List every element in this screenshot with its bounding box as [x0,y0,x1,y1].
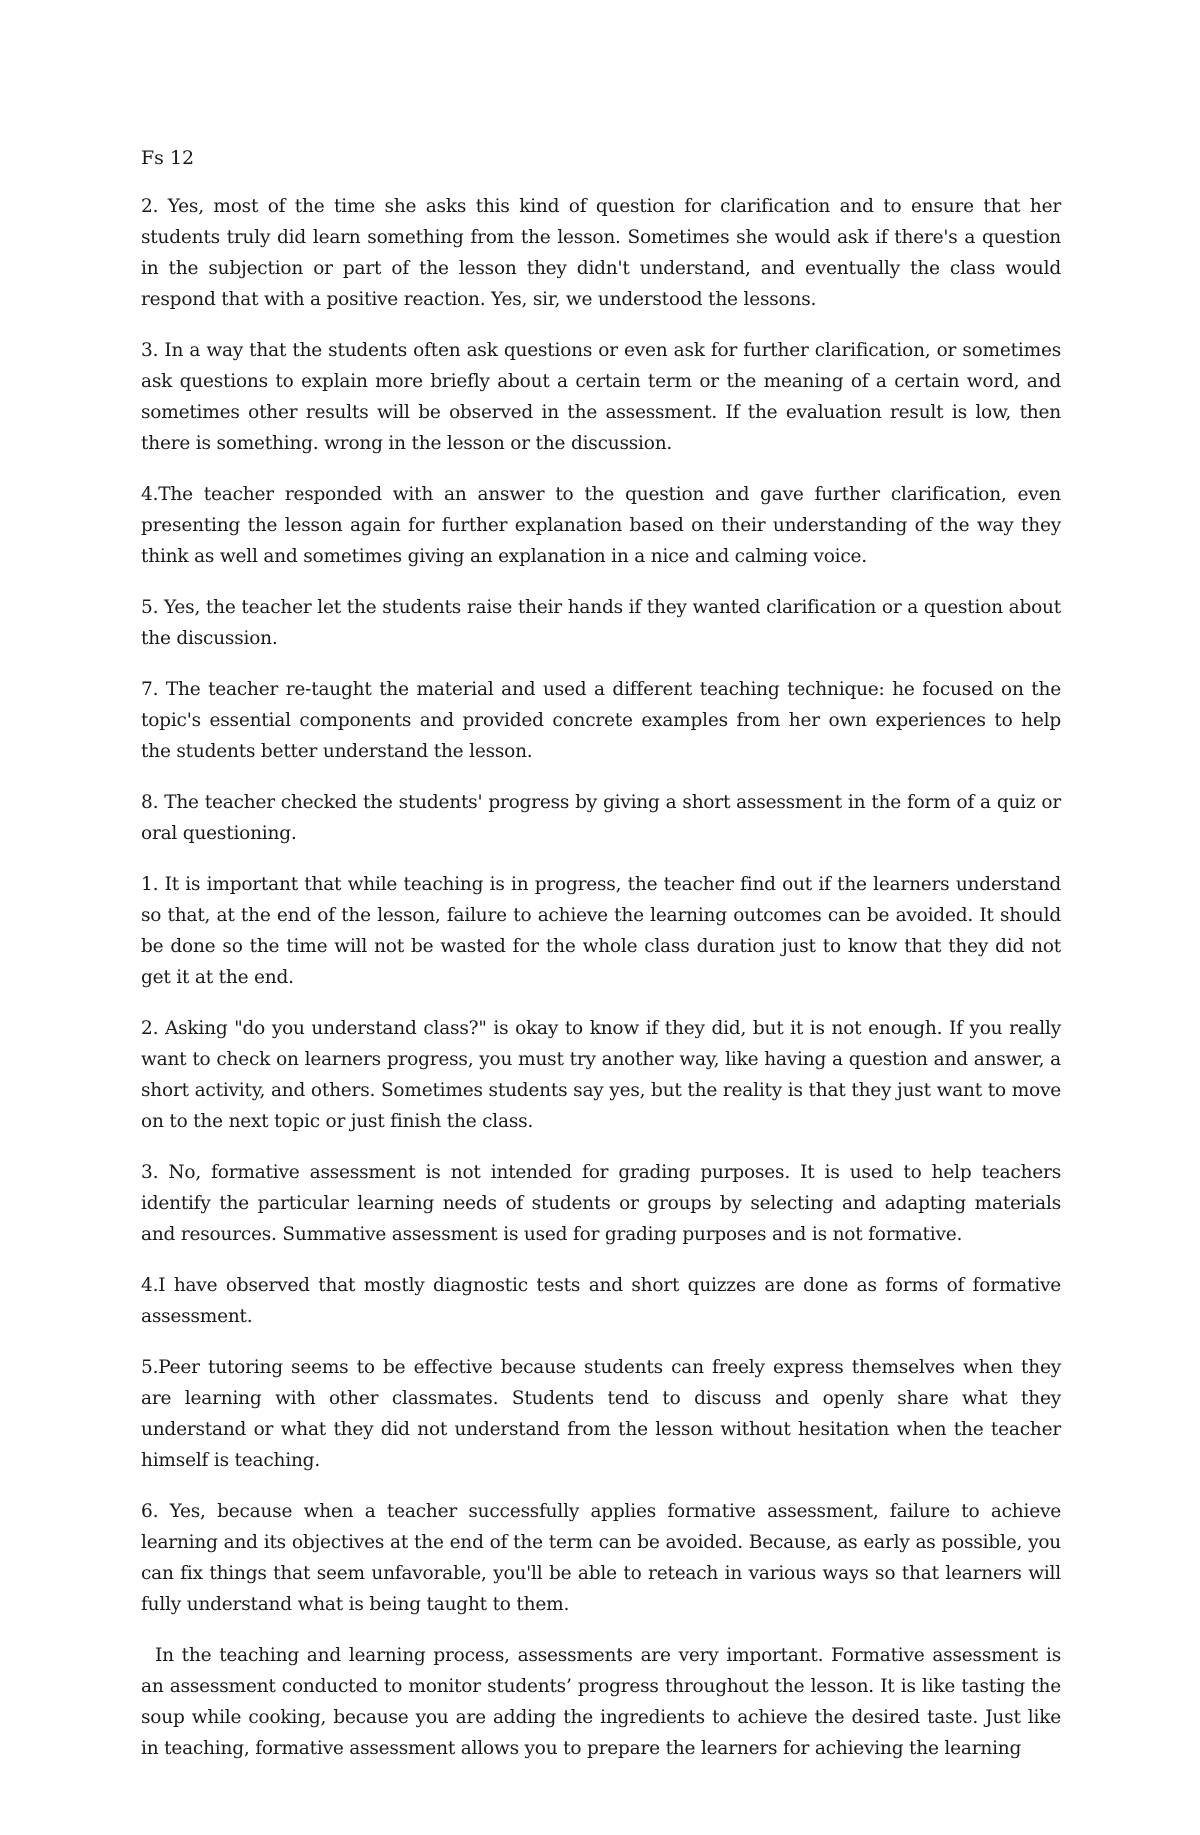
answer-paragraph: 1. It is important that while teaching is in progress, the teacher find out if the learners understand so that, at the end of the lesson, failure to achieve the learning outcomes can be avoided. It should be done so the time will not be wasted for the whole class duration just to know that they did not get it at the end. [141,874,1061,988]
answer-paragraph: 2. Yes, most of the time she asks this kind of question for clarification and to ensure that her students truly did learn something from the lesson. Sometimes she would ask if there's a question in the subjection or part of the lesson they didn't understand, and eventually the class would respond that with a positive reaction. Yes, sir, we understood the lessons. [141,196,1061,310]
answer-paragraph: 2. Asking "do you understand class?" is okay to know if they did, but it is not enough. If you really want to check on learners progress, you must try another way, like having a question and answer, a short activity, and others. Sometimes students say yes, but the reality is that they just want to move on to the next topic or just finish the class. [141,1018,1061,1132]
reflection-paragraph: In the teaching and learning process, assessments are very important. Formative assessment is an assessment conducted to monitor students’ progress throughout the lesson. It is like tasting the soup while cooking, because you are adding the ingredients to achieve the desired taste. Just like in teaching, formative assessment allows you to prepare the learners for achieving the learning [141,1645,1061,1759]
document-header: Fs 12 [141,147,195,169]
answer-paragraph: 7. The teacher re-taught the material and used a different teaching technique: he focused on the topic's essential components and provided concrete examples from her own experiences to help the students better understand the lesson. [141,679,1061,762]
answer-paragraph: 4.The teacher responded with an answer to the question and gave further clarification, even presenting the lesson again for further explanation based on their understanding of the way they think as well and sometimes giving an explanation in a nice and calming voice. [141,484,1061,567]
answer-paragraph: 5. Yes, the teacher let the students raise their hands if they wanted clarification or a question about the discussion. [141,597,1061,649]
answer-paragraph: 3. In a way that the students often ask questions or even ask for further clarification, or sometimes ask questions to explain more briefly about a certain term or the meaning of a certain word, and sometimes other results will be observed in the assessment. If the evaluation result is low, then there is something. wrong in the lesson or the discussion. [141,340,1061,454]
answer-paragraph: 5.Peer tutoring seems to be effective because students can freely express themselves when they are learning with other classmates. Students tend to discuss and openly share what they understand or what they did not understand from the lesson without hesitation when the teacher himself is teaching. [141,1357,1061,1471]
answer-paragraph: 4.I have observed that mostly diagnostic tests and short quizzes are done as forms of formative assessment. [141,1275,1061,1327]
answer-paragraph: 6. Yes, because when a teacher successfully applies formative assessment, failure to achieve learning and its objectives at the end of the term can be avoided. Because, as early as possible, you can fix things that seem unfavorable, you'll be able to reteach in various ways so that learners will fully understand what is being taught to them. [141,1501,1061,1615]
answer-paragraph: 8. The teacher checked the students' progress by giving a short assessment in the form of a quiz or oral questioning. [141,792,1061,844]
document-page [141,143,1061,1784]
answer-paragraph: 3. No, formative assessment is not intended for grading purposes. It is used to help teachers identify the particular learning needs of students or groups by selecting and adapting materials and resources. Summative assessment is used for grading purposes and is not formative. [141,1162,1061,1245]
